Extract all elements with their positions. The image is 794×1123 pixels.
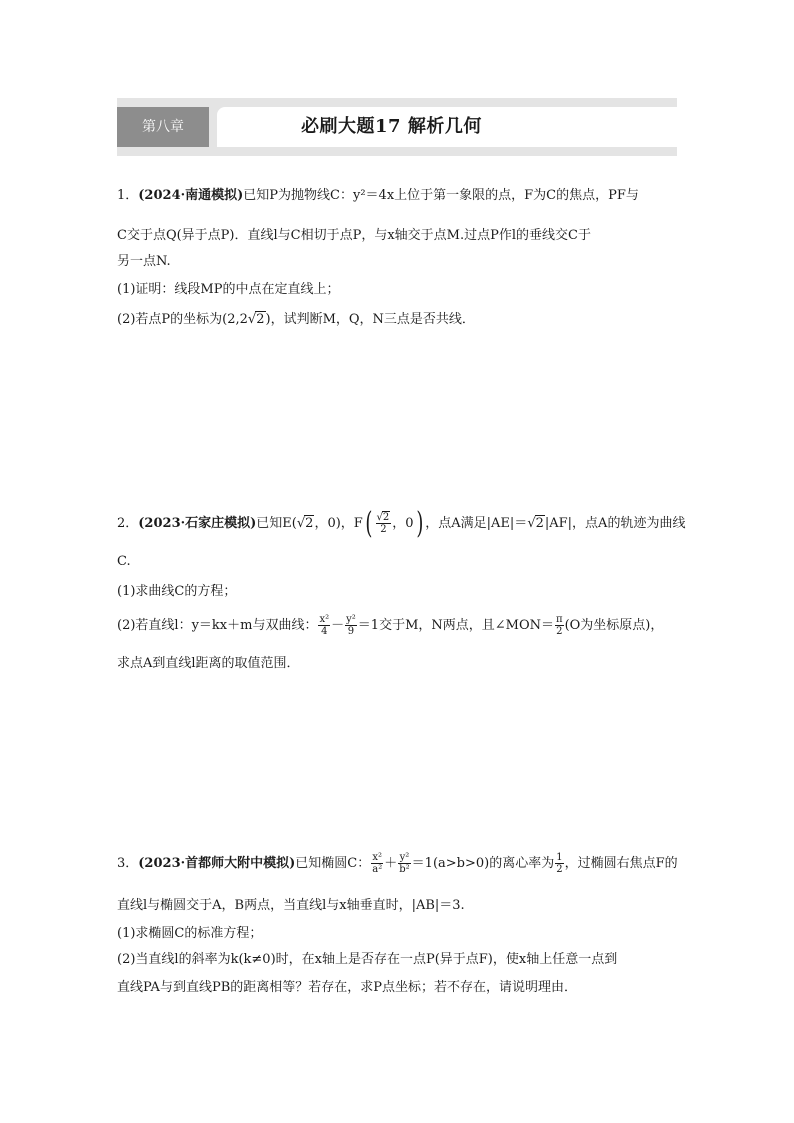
problem-text: ，过椭圆右焦点F的 xyxy=(564,856,678,871)
section-header xyxy=(117,98,677,156)
problem-text: ，0 xyxy=(392,516,414,531)
problem-text: ，0)，F xyxy=(314,516,363,531)
chapter-tab: 第八章 xyxy=(117,107,209,147)
problem-source: (2023·首都师大附中模拟) xyxy=(138,856,296,871)
page-title: 必刷大题17 解析几何 xyxy=(301,116,482,137)
problem-number: 3． xyxy=(117,856,139,871)
problem-text: 已知P为抛物线C：y²＝4x上位于第一象限的点，F为C的焦点，PF与 xyxy=(243,188,639,203)
radicand: 2 xyxy=(256,312,265,327)
problem-source: (2023·石家庄模拟) xyxy=(138,516,257,531)
part-text: (2)若直线l：y＝kx＋m与双曲线： xyxy=(117,618,318,633)
sqrt-sign: √ xyxy=(247,312,257,327)
problem-text: ＝1(a>b>0)的离心率为 xyxy=(411,856,555,871)
problem-2-part-2 xyxy=(117,608,663,644)
problem-3-line-2: 直线l与椭圆交于A，B两点，当直线l与x轴垂直时，|AB|＝3. xyxy=(117,898,465,913)
problem-source: (2024·南通模拟) xyxy=(138,188,244,203)
fraction: $\frac{\pi}{2}$ xyxy=(556,614,563,637)
radicand: 2 xyxy=(535,516,544,531)
plus-sign: ＋ xyxy=(384,856,398,871)
problem-2-part-1: (1)求曲线C的方程； xyxy=(117,584,237,599)
right-paren: ) xyxy=(415,505,423,541)
problem-number: 1． xyxy=(117,188,139,203)
problem-3-part-1: (1)求椭圆C的标准方程； xyxy=(117,926,263,941)
fraction: $\frac{1}{2}$ xyxy=(556,852,563,875)
problem-2-line-2: C. xyxy=(117,554,131,569)
problem-3-part-2: (2)当直线l的斜率为k(k≠0)时，在x轴上是否存在一点P(异于点F)，使x轴上任意一点到 xyxy=(117,952,618,967)
problem-1-part-2 xyxy=(117,308,475,327)
fraction: $\frac{√2}{2}$ xyxy=(376,512,390,535)
problem-2-line-1 xyxy=(117,505,686,552)
left-paren: ( xyxy=(365,505,373,541)
problem-number: 2． xyxy=(117,516,139,531)
title-box xyxy=(217,107,677,147)
fraction: $\frac{\text{x²}}{\text{a²}}$ xyxy=(372,852,383,875)
sqrt-sign: √ xyxy=(527,516,536,531)
problem-1-line-2: C交于点Q(异于点P)．直线l与C相切于点P，与x轴交于点M.过点P作l的垂线交C于 xyxy=(117,228,591,243)
problem-3-part-2b: 直线PA与到直线PB的距离相等？若存在，求P点坐标；若不存在，请说明理由． xyxy=(117,980,577,995)
radicand: 2 xyxy=(305,516,314,531)
part-text: (O为坐标原点)， xyxy=(564,618,664,633)
minus-sign: － xyxy=(331,618,345,633)
part-text: ＝1交于M，N两点，且∠MON＝ xyxy=(357,618,554,633)
fraction: $\frac{\text{x²}}{4}$ xyxy=(319,614,330,637)
problem-1-line-1 xyxy=(117,184,639,203)
part-text: )，试判断M，Q，N三点是否共线． xyxy=(265,312,475,327)
problem-text: ，点A满足|AE|＝ xyxy=(425,516,528,531)
problem-3-line-1 xyxy=(117,846,678,882)
problem-text: |AF|，点A的轨迹为曲线 xyxy=(544,516,686,531)
problem-1-part-1: (1)证明：线段MP的中点在定直线上； xyxy=(117,282,340,297)
sqrt-sign: √ xyxy=(296,516,306,531)
problem-text: 已知椭圆C： xyxy=(295,856,371,871)
fraction: $\frac{\text{y²}}{\text{b²}}$ xyxy=(399,852,410,875)
problem-2-line-last: 求点A到直线l距离的取值范围． xyxy=(117,656,300,671)
problem-1-line-3: 另一点N. xyxy=(117,254,171,269)
problem-text: 已知E( xyxy=(256,516,297,531)
part-text: (2)若点P的坐标为(2,2 xyxy=(117,312,248,327)
fraction: $\frac{\text{y²}}{9}$ xyxy=(346,614,356,637)
